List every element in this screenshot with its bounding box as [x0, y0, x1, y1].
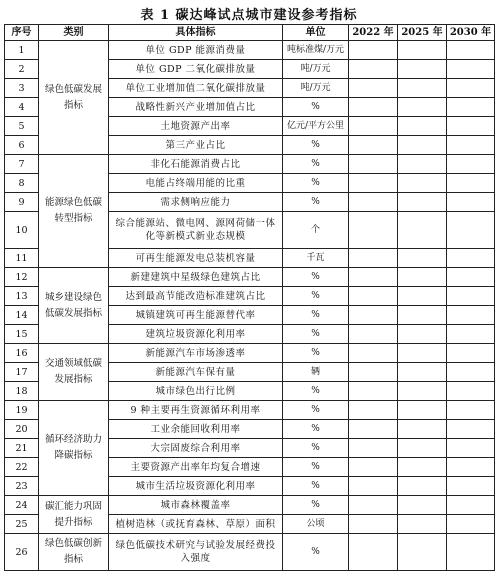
row-number: 18	[5, 382, 39, 401]
value-cell-2030	[447, 420, 495, 439]
value-cell-2025	[398, 325, 447, 344]
value-cell-2030	[447, 60, 495, 79]
unit-cell: %	[283, 325, 349, 344]
value-cell-2025	[398, 60, 447, 79]
unit-cell: 个	[283, 212, 349, 249]
unit-cell: %	[283, 306, 349, 325]
row-number: 21	[5, 439, 39, 458]
unit-cell: 千瓦	[283, 249, 349, 268]
indicator-cell: 需求侧响应能力	[109, 193, 283, 212]
value-cell-2030	[447, 344, 495, 363]
unit-cell: %	[283, 420, 349, 439]
unit-cell: %	[283, 344, 349, 363]
value-cell-2025	[398, 306, 447, 325]
value-cell-2022	[349, 534, 398, 571]
row-number: 11	[5, 249, 39, 268]
value-cell-2030	[447, 136, 495, 155]
value-cell-2022	[349, 174, 398, 193]
row-number: 16	[5, 344, 39, 363]
category-cell: 绿色低碳创新指标	[39, 534, 109, 571]
row-number: 2	[5, 60, 39, 79]
value-cell-2025	[398, 477, 447, 496]
value-cell-2030	[447, 212, 495, 249]
value-cell-2025	[398, 363, 447, 382]
indicator-cell: 土地资源产出率	[109, 117, 283, 136]
indicator-cell: 主要资源产出率年均复合增速	[109, 458, 283, 477]
value-cell-2030	[447, 41, 495, 60]
value-cell-2025	[398, 212, 447, 249]
row-number: 12	[5, 268, 39, 287]
table-row	[5, 534, 495, 571]
header-category: 类别	[39, 25, 109, 41]
indicator-cell: 大宗固废综合利用率	[109, 439, 283, 458]
value-cell-2022	[349, 439, 398, 458]
row-number: 8	[5, 174, 39, 193]
value-cell-2030	[447, 79, 495, 98]
unit-cell: %	[283, 439, 349, 458]
header-indicator: 具体指标	[109, 25, 283, 41]
table-row	[5, 268, 495, 287]
value-cell-2030	[447, 458, 495, 477]
category-cell: 循环经济助力降碳指标	[39, 401, 109, 496]
value-cell-2022	[349, 155, 398, 174]
value-cell-2022	[349, 477, 398, 496]
value-cell-2025	[398, 287, 447, 306]
value-cell-2025	[398, 98, 447, 117]
table-row	[5, 155, 495, 174]
unit-cell: 吨标准煤/万元	[283, 41, 349, 60]
value-cell-2022	[349, 136, 398, 155]
row-number: 22	[5, 458, 39, 477]
unit-cell: 辆	[283, 363, 349, 382]
indicator-cell: 战略性新兴产业增加值占比	[109, 98, 283, 117]
value-cell-2030	[447, 325, 495, 344]
table-row	[5, 344, 495, 363]
header-row	[5, 25, 495, 41]
value-cell-2025	[398, 515, 447, 534]
indicator-cell: 城市绿色出行比例	[109, 382, 283, 401]
value-cell-2030	[447, 268, 495, 287]
category-cell: 碳汇能力巩固提升指标	[39, 496, 109, 534]
header-2030: 2030 年	[447, 25, 495, 41]
value-cell-2025	[398, 382, 447, 401]
row-number: 4	[5, 98, 39, 117]
value-cell-2030	[447, 401, 495, 420]
value-cell-2022	[349, 117, 398, 136]
row-number: 7	[5, 155, 39, 174]
indicator-cell: 新能源汽车保有量	[109, 363, 283, 382]
value-cell-2025	[398, 344, 447, 363]
value-cell-2025	[398, 136, 447, 155]
value-cell-2022	[349, 79, 398, 98]
value-cell-2022	[349, 268, 398, 287]
value-cell-2025	[398, 155, 447, 174]
value-cell-2022	[349, 401, 398, 420]
row-number: 26	[5, 534, 39, 571]
row-number: 20	[5, 420, 39, 439]
value-cell-2022	[349, 325, 398, 344]
unit-cell: %	[283, 477, 349, 496]
indicator-cell: 单位工业增加值二氧化碳排放量	[109, 79, 283, 98]
value-cell-2025	[398, 193, 447, 212]
unit-cell: %	[283, 534, 349, 571]
table-row	[5, 496, 495, 515]
indicator-cell: 绿色低碳技术研究与试验发展经费投入强度	[109, 534, 283, 571]
unit-cell: 吨/万元	[283, 79, 349, 98]
unit-cell: %	[283, 382, 349, 401]
indicator-cell: 达到最高节能改造标准建筑占比	[109, 287, 283, 306]
value-cell-2022	[349, 287, 398, 306]
row-number: 19	[5, 401, 39, 420]
header-no: 序号	[5, 25, 39, 41]
indicator-cell: 综合能源站、微电网、源网荷储一体化等新模式新业态规模	[109, 212, 283, 249]
value-cell-2030	[447, 249, 495, 268]
unit-cell: 吨/万元	[283, 60, 349, 79]
indicator-cell: 城镇建筑可再生能源替代率	[109, 306, 283, 325]
value-cell-2030	[447, 174, 495, 193]
indicator-cell: 新能源汽车市场渗透率	[109, 344, 283, 363]
value-cell-2030	[447, 287, 495, 306]
category-cell: 城乡建设绿色低碳发展指标	[39, 268, 109, 344]
header-2022: 2022 年	[349, 25, 398, 41]
value-cell-2030	[447, 193, 495, 212]
value-cell-2022	[349, 515, 398, 534]
value-cell-2025	[398, 401, 447, 420]
value-cell-2025	[398, 420, 447, 439]
row-number: 9	[5, 193, 39, 212]
row-number: 5	[5, 117, 39, 136]
row-number: 24	[5, 496, 39, 515]
table-row	[5, 41, 495, 60]
category-cell: 交通领域低碳发展指标	[39, 344, 109, 401]
value-cell-2022	[349, 193, 398, 212]
value-cell-2025	[398, 79, 447, 98]
value-cell-2022	[349, 344, 398, 363]
value-cell-2022	[349, 249, 398, 268]
value-cell-2025	[398, 117, 447, 136]
value-cell-2025	[398, 534, 447, 571]
unit-cell: %	[283, 401, 349, 420]
row-number: 15	[5, 325, 39, 344]
value-cell-2025	[398, 249, 447, 268]
value-cell-2030	[447, 363, 495, 382]
row-number: 25	[5, 515, 39, 534]
value-cell-2025	[398, 439, 447, 458]
indicator-cell: 建筑垃圾资源化利用率	[109, 325, 283, 344]
unit-cell: 公顷	[283, 515, 349, 534]
value-cell-2030	[447, 477, 495, 496]
value-cell-2025	[398, 174, 447, 193]
value-cell-2030	[447, 534, 495, 571]
unit-cell: %	[283, 268, 349, 287]
row-number: 1	[5, 41, 39, 60]
header-unit: 单位	[283, 25, 349, 41]
row-number: 10	[5, 212, 39, 249]
indicator-cell: 新建建筑中星级绿色建筑占比	[109, 268, 283, 287]
indicator-cell: 非化石能源消费占比	[109, 155, 283, 174]
unit-cell: 亿元/平方公里	[283, 117, 349, 136]
value-cell-2022	[349, 458, 398, 477]
header-2025: 2025 年	[398, 25, 447, 41]
value-cell-2022	[349, 41, 398, 60]
unit-cell: %	[283, 287, 349, 306]
indicator-cell: 城市森林覆盖率	[109, 496, 283, 515]
table-title: 表 1 碳达峰试点城市建设参考指标	[140, 8, 358, 23]
value-cell-2030	[447, 515, 495, 534]
table-body	[5, 41, 495, 571]
value-cell-2022	[349, 60, 398, 79]
row-number: 3	[5, 79, 39, 98]
indicator-cell: 单位 GDP 能源消费量	[109, 41, 283, 60]
indicator-cell: 9 种主要再生资源循环利用率	[109, 401, 283, 420]
unit-cell: %	[283, 136, 349, 155]
value-cell-2030	[447, 496, 495, 515]
unit-cell: %	[283, 496, 349, 515]
row-number: 17	[5, 363, 39, 382]
value-cell-2022	[349, 98, 398, 117]
value-cell-2022	[349, 420, 398, 439]
value-cell-2025	[398, 496, 447, 515]
indicator-cell: 城市生活垃圾资源化利用率	[109, 477, 283, 496]
value-cell-2025	[398, 268, 447, 287]
value-cell-2022	[349, 363, 398, 382]
row-number: 23	[5, 477, 39, 496]
table-row	[5, 401, 495, 420]
value-cell-2030	[447, 117, 495, 136]
value-cell-2025	[398, 458, 447, 477]
value-cell-2022	[349, 212, 398, 249]
unit-cell: %	[283, 458, 349, 477]
row-number: 13	[5, 287, 39, 306]
unit-cell: %	[283, 174, 349, 193]
unit-cell: %	[283, 98, 349, 117]
unit-cell: %	[283, 193, 349, 212]
value-cell-2022	[349, 382, 398, 401]
indicator-table	[4, 24, 495, 571]
row-number: 6	[5, 136, 39, 155]
value-cell-2030	[447, 382, 495, 401]
indicator-cell: 可再生能源发电总装机容量	[109, 249, 283, 268]
indicator-cell: 单位 GDP 二氧化碳排放量	[109, 60, 283, 79]
value-cell-2022	[349, 496, 398, 515]
indicator-cell: 电能占终端用能的比重	[109, 174, 283, 193]
indicator-cell: 第三产业占比	[109, 136, 283, 155]
value-cell-2030	[447, 98, 495, 117]
value-cell-2030	[447, 439, 495, 458]
category-cell: 绿色低碳发展指标	[39, 41, 109, 155]
unit-cell: %	[283, 155, 349, 174]
row-number: 14	[5, 306, 39, 325]
value-cell-2030	[447, 306, 495, 325]
indicator-cell: 工业余能回收利用率	[109, 420, 283, 439]
value-cell-2030	[447, 155, 495, 174]
value-cell-2025	[398, 41, 447, 60]
category-cell: 能源绿色低碳转型指标	[39, 155, 109, 268]
indicator-cell: 植树造林（或抚育森林、草原）面积	[109, 515, 283, 534]
value-cell-2022	[349, 306, 398, 325]
